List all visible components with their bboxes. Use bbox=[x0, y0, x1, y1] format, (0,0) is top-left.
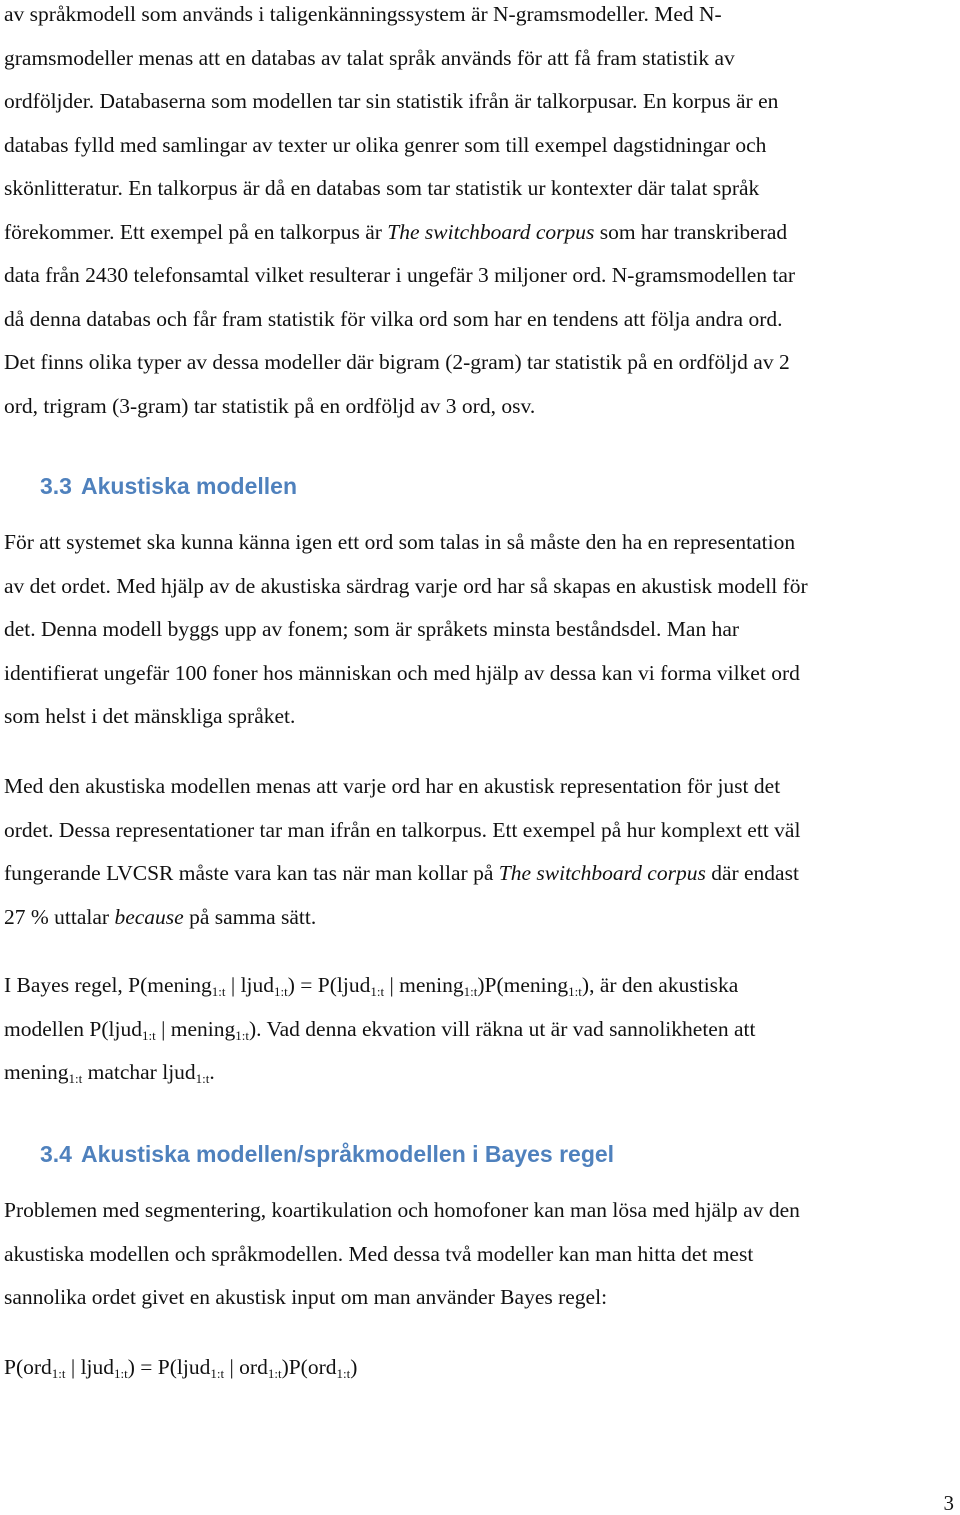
text-fragment: | mening bbox=[155, 1016, 236, 1041]
paragraph-bayes-rule bbox=[4, 964, 952, 1095]
text-line: databas fylld med samlingar av texter ur olika genrer som till exempel dagstidningar och bbox=[4, 132, 767, 157]
text-fragment: ) = P(ljud bbox=[287, 973, 371, 997]
text-line: på samma sätt. bbox=[183, 904, 317, 929]
text-line: För att systemet ska kunna känna igen ett ord som talas in så måste den ha en representation bbox=[4, 530, 796, 554]
paragraph-segmentation bbox=[4, 1189, 952, 1320]
text-line: akustiska modellen och språkmodellen. Med dessa två modeller kan man hitta det mest bbox=[4, 1241, 754, 1266]
text-line: 27 % uttalar bbox=[4, 904, 115, 929]
paragraph-representation bbox=[4, 765, 952, 939]
text-line: som har transkriberad bbox=[594, 219, 788, 244]
text-line: ordet. Dessa representationer tar man ifrån en talkorpus. Ett exempel på hur komplext ett väl bbox=[4, 817, 801, 842]
text-line: data från 2430 telefonsamtal vilket resulterar i ungefär 3 miljoner ord. N-gramsmodellen tar bbox=[4, 263, 796, 287]
subscript: 1:t bbox=[267, 1366, 282, 1381]
italic-title: The switchboard corpus bbox=[387, 219, 595, 244]
paragraph-acoustic-model bbox=[4, 521, 952, 739]
text-line: skönlitteratur. En talkorpus är då en databas som tar statistik ur kontexter där talat språk bbox=[4, 176, 760, 200]
formula-fragment: ) = P(ljud bbox=[127, 1355, 211, 1379]
subscript: 1:t bbox=[114, 1366, 128, 1381]
paragraph-ngram bbox=[4, 0, 952, 428]
bayes-formula bbox=[4, 1346, 952, 1390]
section-number: 3.4 bbox=[40, 1141, 72, 1167]
subscript: 1:t bbox=[195, 1071, 210, 1086]
subscript: 1:t bbox=[568, 984, 582, 999]
formula-fragment: | ljud bbox=[65, 1355, 115, 1379]
subscript: 1:t bbox=[210, 1366, 225, 1381]
text-line: Med den akustiska modellen menas att varje ord har en akustisk representation för just det bbox=[4, 774, 781, 798]
formula-fragment: | ord bbox=[224, 1355, 268, 1379]
text-line: Problemen med segmentering, koartikulation och homofoner kan man lösa med hjälp av den bbox=[4, 1198, 800, 1222]
subscript: 1:t bbox=[211, 984, 226, 999]
text-line: ord, trigram (3-gram) tar statistik på en ordföljd av 3 ord, osv. bbox=[4, 393, 536, 418]
text-fragment: | mening bbox=[384, 973, 464, 997]
formula-fragment: )P(ord bbox=[281, 1355, 337, 1379]
text-line: det. Denna modell byggs upp av fonem; som är språkets minsta beståndsdel. Man har bbox=[4, 617, 740, 641]
subscript: 1:t bbox=[370, 984, 385, 999]
text-fragment: )P(mening bbox=[477, 973, 569, 997]
text-fragment: modellen P(ljud bbox=[4, 1016, 142, 1041]
formula-fragment: P(ord bbox=[4, 1355, 52, 1379]
text-line: identifierat ungefär 100 foner hos människan och med hjälp av dessa kan vi forma vilket ord bbox=[4, 660, 800, 685]
section-heading-3-4 bbox=[40, 1139, 614, 1169]
text-line: som helst i det mänskliga språket. bbox=[4, 704, 296, 728]
text-fragment: mening bbox=[4, 1060, 69, 1084]
subscript: 1:t bbox=[336, 1366, 351, 1381]
subscript: 1:t bbox=[141, 1027, 156, 1043]
text-line: förekommer. Ett exempel på en talkorpus är bbox=[4, 219, 388, 244]
section-title: Akustiska modellen/språkmodellen i Bayes regel bbox=[81, 1141, 615, 1167]
text-fragment: ), är den akustiska bbox=[581, 973, 739, 997]
text-line: fungerande LVCSR måste vara kan tas när man kollar på bbox=[4, 861, 499, 885]
subscript: 1:t bbox=[235, 1027, 249, 1043]
text-fragment: . bbox=[209, 1060, 215, 1084]
text-fragment: I Bayes regel, P(mening bbox=[4, 973, 212, 997]
text-line: då denna databas och får fram statistik för vilka ord som har en tendens att följa andra ord. bbox=[4, 306, 783, 331]
section-heading-3-3 bbox=[40, 471, 297, 501]
italic-word: because bbox=[114, 904, 184, 929]
text-fragment: ). Vad denna ekvation vill räkna ut är vad sannolikheten att bbox=[248, 1016, 756, 1041]
italic-title: The switchboard corpus bbox=[498, 861, 706, 885]
formula-fragment: ) bbox=[350, 1355, 358, 1379]
text-line: sannolika ordet givet en akustisk input om man använder Bayes regel: bbox=[4, 1285, 608, 1309]
subscript: 1:t bbox=[463, 984, 478, 999]
section-number: 3.3 bbox=[40, 473, 72, 499]
text-line: Det finns olika typer av dessa modeller där bigram (2-gram) tar statistik på en ordföljd av 2 bbox=[4, 350, 790, 374]
section-title: Akustiska modellen bbox=[81, 473, 298, 499]
subscript: 1:t bbox=[51, 1366, 66, 1381]
page-number: 3 bbox=[943, 1491, 954, 1515]
text-line: gramsmodeller menas att en databas av talat språk används för att få fram statistik av bbox=[4, 45, 735, 70]
text-line: där endast bbox=[705, 861, 799, 885]
subscript: 1:t bbox=[274, 984, 288, 999]
text-fragment: | ljud bbox=[225, 973, 275, 997]
text-line: av det ordet. Med hjälp av de akustiska särdrag varje ord har så skapas en akustisk modell för bbox=[4, 573, 808, 598]
subscript: 1:t bbox=[68, 1071, 83, 1086]
text-fragment: matchar ljud bbox=[82, 1060, 196, 1084]
text-line: ordföljder. Databaserna som modellen tar sin statistik ifrån är talkorpusar. En korpus är en bbox=[4, 89, 779, 113]
text-line: av språkmodell som används i taligenkänningssystem är N-gramsmodeller. Med N- bbox=[4, 2, 722, 26]
